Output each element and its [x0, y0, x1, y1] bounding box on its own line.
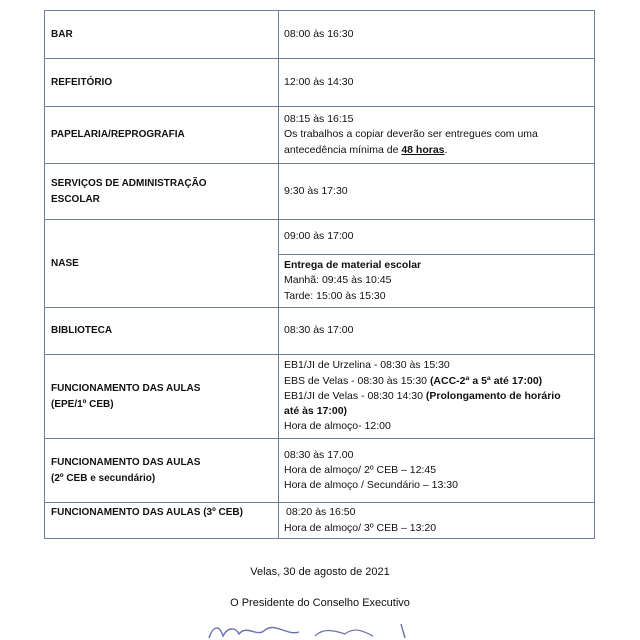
row-label: FUNCIONAMENTO DAS AULAS (2º CEB e secundário): [45, 439, 279, 503]
table-row: [45, 107, 595, 164]
place-date: Velas, 30 de agosto de 2021: [250, 566, 390, 578]
signature-image: [195, 620, 435, 640]
row-value: 08:00 às 16:30: [279, 11, 595, 59]
entrega-title: Entrega de material escolar: [284, 259, 422, 272]
row-value: [279, 107, 595, 164]
note-text-2: antecedência mínima de 48 horas.: [284, 143, 448, 156]
row-value: 12:00 às 14:30: [279, 59, 595, 107]
table-row: [45, 308, 595, 355]
hours-text: 08:15 às 16:15: [284, 113, 354, 126]
row-label: BAR: [45, 11, 279, 59]
table-row: [45, 164, 595, 220]
row-label: FUNCIONAMENTO DAS AULAS (EPE/1º CEB): [45, 355, 279, 439]
row-value: [279, 255, 595, 308]
afternoon-hours: Tarde: 15:00 às 15:30: [284, 289, 386, 302]
row-label: BIBLIOTECA: [45, 308, 279, 355]
row-value: 08:30 às 17.00 Hora de almoço/ 2º CEB – 12:45 Hora de almoço / Secundário – 13:30: [279, 439, 595, 503]
row-value: EB1/JI de Urzelina - 08:30 às 15:30 EBS de Velas - 08:30 às 15:30 (ACC-2ª a 5ª até 17:00) EB1/JI de Velas - 08:30 14:30 (Prolongamento de horário até às 17:00) Hora de almoço- 12:00: [279, 355, 595, 439]
row-label: SERVIÇOS DE ADMINISTRAÇÃO ESCOLAR: [45, 164, 279, 220]
deadline-emphasis: 48 horas: [401, 143, 445, 156]
note-text: Os trabalhos a copiar deverão ser entregues com uma: [284, 128, 538, 141]
schedule-table: [44, 10, 595, 539]
row-label: FUNCIONAMENTO DAS AULAS (3º CEB): [45, 503, 279, 539]
table-row: [45, 59, 595, 107]
row-value: 08:30 às 17:00: [279, 308, 595, 355]
table-row: [45, 11, 595, 59]
table-row: [45, 220, 595, 255]
table-row: [45, 355, 595, 439]
row-label: PAPELARIA/REPROGRAFIA: [45, 107, 279, 164]
row-value: 08:20 às 16:50 Hora de almoço/ 3º CEB – 13:20: [279, 503, 595, 539]
row-value: 9:30 às 17:30: [279, 164, 595, 220]
table-row: [45, 439, 595, 503]
row-value: 09:00 às 17:00: [279, 220, 595, 255]
row-label: NASE: [45, 220, 279, 308]
row-label: REFEITÓRIO: [45, 59, 279, 107]
signatory-title: O Presidente do Conselho Executivo: [230, 597, 410, 609]
morning-hours: Manhã: 09:45 às 10:45: [284, 274, 392, 287]
table-row: [45, 503, 595, 539]
